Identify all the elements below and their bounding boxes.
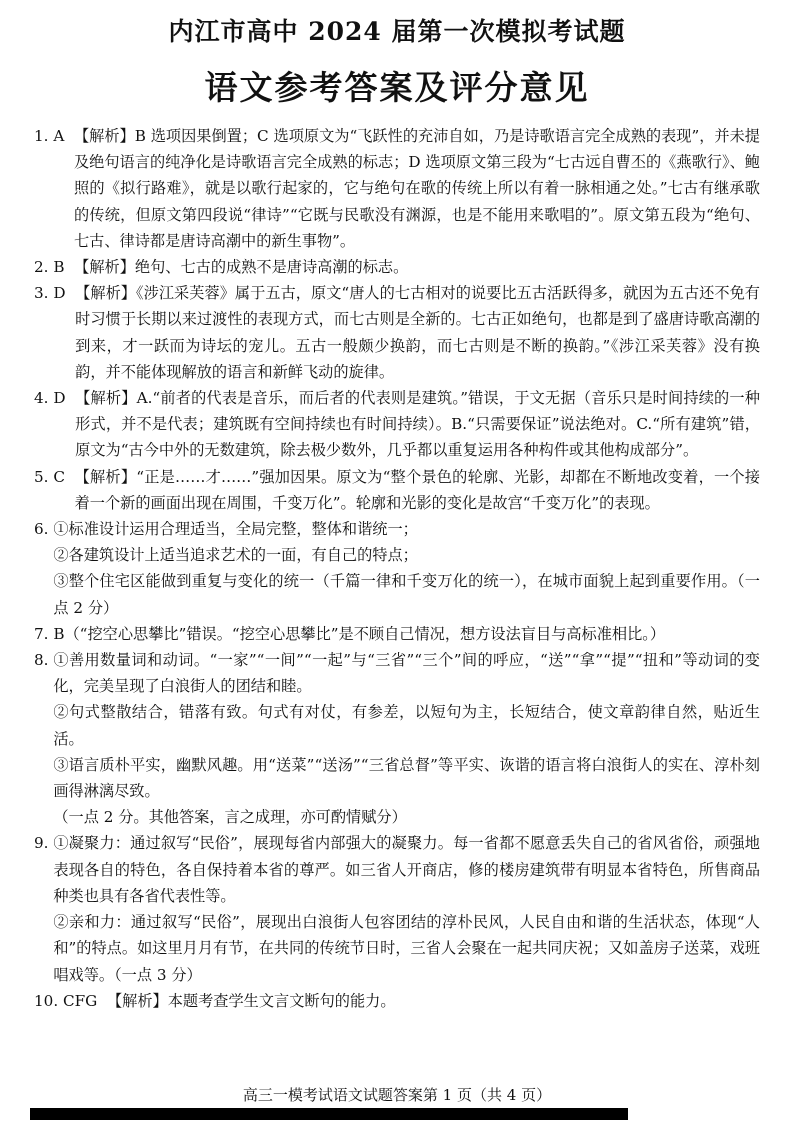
answer-item: [34, 280, 760, 385]
exam-title: 内江市高中 2024 届第一次模拟考试题: [168, 17, 626, 46]
answer-paragraph: 【解析】A.“前者的代表是音乐，而后者的代表则是建筑。”错误，于文无据（音乐只是时间持续的一种形式，并不是代表；建筑既有空间持续也有时间持续）。B.“只需要保证”说法绝对。C.“所有建筑”错，原文为“古今中外的无数建筑，除去极少数外，几乎都以重复运用各种构件或其他构成部分”。: [75, 389, 760, 460]
answer-key-title: 语文参考答案及评分意见: [204, 68, 590, 107]
answers-list: [34, 123, 760, 1014]
answer-paragraph: ③整个住宅区能做到重复与变化的统一（千篇一律和千变万化的统一），在城市面貌上起到重要作用。（一点 2 分）: [53, 572, 760, 617]
answer-body: [53, 647, 760, 830]
answer-paragraph: ②各建筑设计上适当追求艺术的一面，有自己的特点；: [53, 546, 418, 565]
answer-paragraph: B（“挖空心思攀比”错误。“挖空心思攀比”是不顾自己情况，想方设法盲目与高标准相比。）: [53, 624, 666, 643]
answer-item: [34, 516, 760, 621]
answer-number: 9.: [34, 834, 54, 853]
answer-body: [74, 123, 760, 254]
answer-paragraph: ②亲和力：通过叙写“民俗”，展现出白浪街人包容团结的淳朴民风，人民自由和谐的生活状态，体现“人和”的特点。如这里月月有节，在共同的传统节日时，三省人会聚在一起共同庆祝；又如盖房子送菜，戏班唱戏等。（一点 3 分）: [53, 913, 760, 984]
answer-paragraph: ①标准设计运用合理适当，全局完整，整体和谐统一；: [53, 520, 418, 539]
answer-item: [34, 621, 760, 647]
answer-item: [34, 830, 760, 987]
answer-number: 4. D: [34, 389, 76, 408]
answer-paragraph: 【解析】《涉江采芙蓉》属于五古，原文“唐人的七古相对的说要比五古活跃得多，就因为五古还不免有时习惯于长期以来过渡性的表现方式，而七古则是全新的。七古正如绝句，也都是到了盛唐诗歌高潮的到来，才一跃而为诗坛的宠儿。五古一般颇少换韵，而七古则是不断的换韵。”《涉江采芙蓉》没有换韵，并不能体现解放的语言和新鲜飞动的旋律。: [75, 284, 760, 381]
answer-paragraph: ①善用数量词和动词。“一家”“一间”“一起”与“三省”“三个”间的呼应，“送”“拿”“提”“扭和”等动词的变化，完美呈现了白浪街人的团结和睦。: [53, 651, 760, 696]
answer-item: [34, 988, 760, 1014]
answer-number: 10. CFG: [34, 991, 107, 1010]
scan-edge-bar: [30, 1108, 628, 1120]
page-footer: 高三一模考试语文试题答案第 1 页（共 4 页）: [242, 1086, 552, 1104]
answer-paragraph: 【解析】B 选项因果倒置；C 选项原文为“飞跃性的充沛自如，乃是诗歌语言完全成熟的表现”，并未提及绝句语言的纯净化是诗歌语言完全成熟的标志；D 选项原文第三段为“七古远自曹丕的《燕歌行》、鲍照的《拟行路难》，就是以歌行起家的，它与绝句在歌的传统上所以有着一脉相通之处。”七古有继承歌的传统，但原文第四段说“律诗”“它既与民歌没有渊源，也是不能用来歌唱的”。原文第五段为“绝句、七古、律诗都是唐诗高潮中的新生事物”。: [73, 127, 760, 250]
answer-item: [34, 254, 760, 280]
answer-body: [53, 516, 760, 621]
answer-paragraph: ①凝聚力：通过叙写“民俗”，展现每省内部强大的凝聚力。每一省都不愿意丢失自己的省风省俗，顽强地表现各自的特色，各自保持着本省的尊严。如三省人开商店，修的楼房建筑带有明显本省特色，所售商品种类也具有各省代表性等。: [53, 834, 760, 905]
answer-paragraph: （一点 2 分。其他答案，言之成理，亦可酌情赋分）: [53, 808, 407, 827]
answer-number: 2. B: [34, 258, 75, 277]
answer-body: [53, 621, 760, 647]
answer-number: 8.: [34, 651, 54, 670]
answer-item: [34, 123, 760, 254]
answer-number: 6.: [34, 520, 54, 539]
answer-paragraph: 【解析】绝句、七古的成熟不是唐诗高潮的标志。: [74, 258, 409, 277]
answer-item: [34, 464, 760, 516]
answer-number: 1. A: [34, 127, 74, 145]
answer-item: [34, 647, 760, 830]
answer-number: 5. C: [34, 467, 75, 486]
answer-body: [75, 464, 760, 516]
answer-item: [34, 385, 760, 464]
answer-paragraph: ③语言质朴平实，幽默风趣。用“送菜”“送汤”“三省总督”等平实、诙谐的语言将白浪街人的实在、淳朴刻画得淋漓尽致。: [53, 755, 760, 801]
answer-paragraph: ②句式整散结合，错落有致。句式有对仗，有参差，以短句为主，长短结合，使文章韵律自然，贴近生活。: [53, 703, 760, 748]
answer-paragraph: 【解析】“正是……才……”强加因果。原文为“整个景色的轮廓、光影，却都在不断地改变着，一个接着一个新的画面出现在周围，千变万化”。轮廓和光影的变化是故宫“千变万化”的表现。: [74, 467, 760, 512]
answer-paragraph: 【解析】本题考查学生文言文断句的能力。: [106, 991, 396, 1010]
answer-body: [107, 988, 760, 1014]
answer-body: [75, 385, 760, 464]
answer-number: 3. D: [34, 284, 76, 303]
answer-body: [75, 280, 760, 385]
answer-body: [74, 254, 760, 280]
answer-number: 7.: [34, 624, 54, 643]
answer-body: [53, 830, 760, 987]
